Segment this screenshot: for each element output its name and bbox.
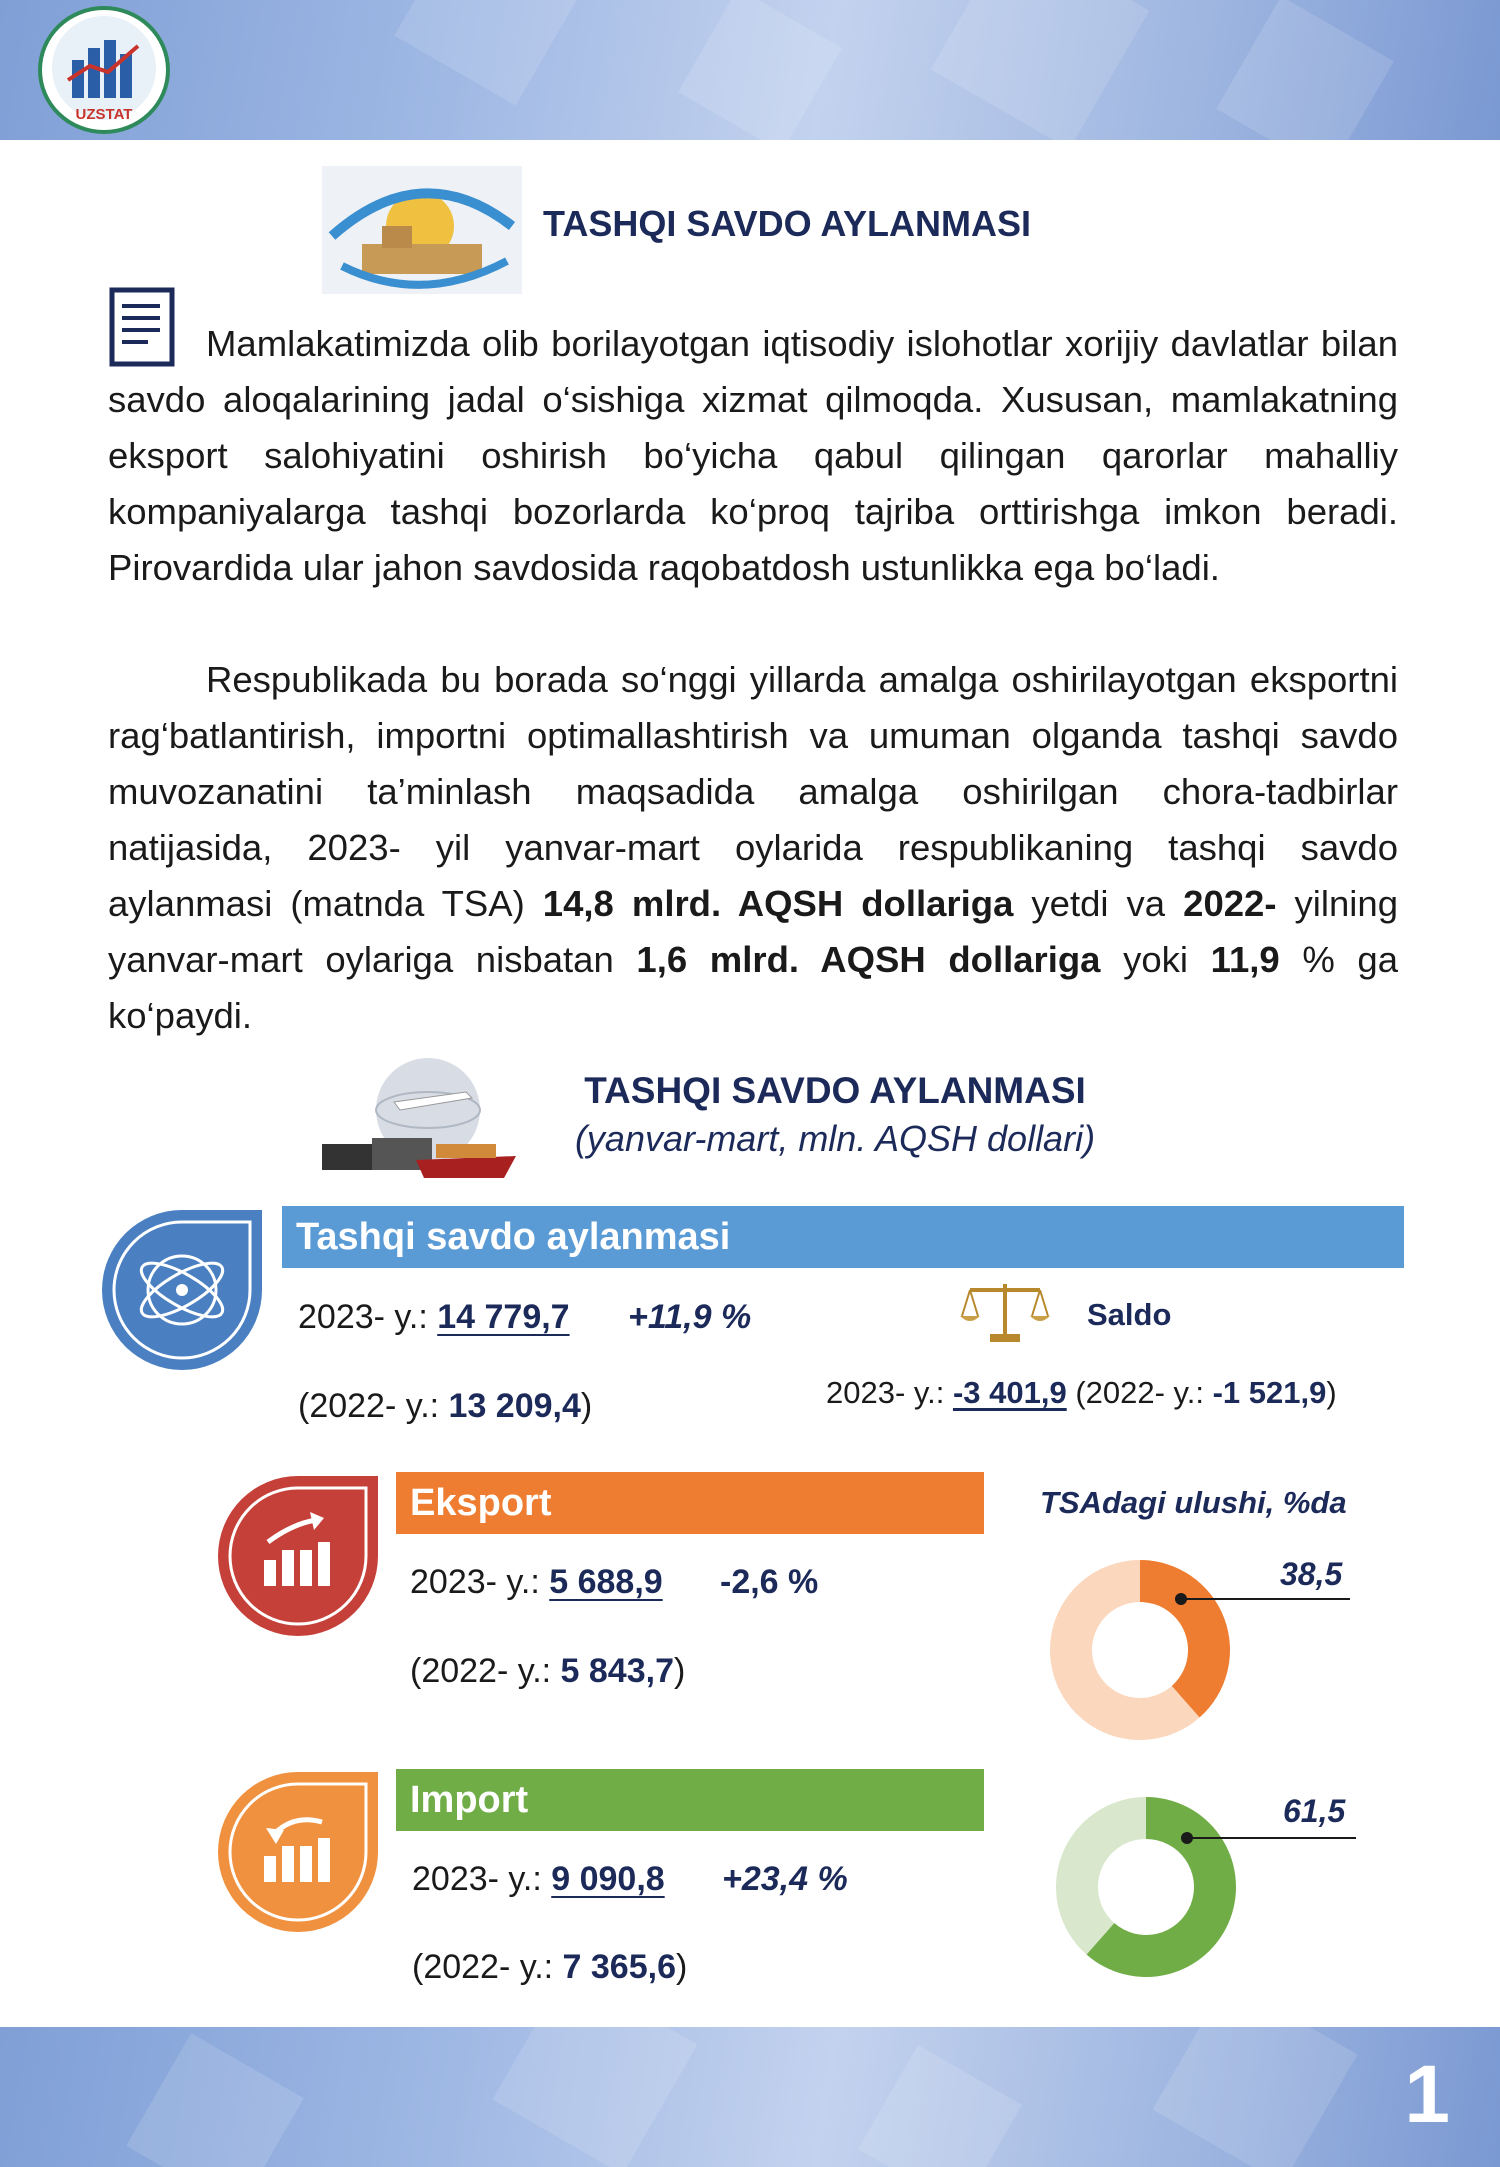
header-band — [0, 0, 1500, 140]
globe-network-icon — [96, 1204, 268, 1370]
scales-icon — [958, 1276, 1052, 1346]
export-donut-slices — [1050, 1560, 1230, 1740]
decline-chart-icon — [212, 1766, 384, 1932]
import-2022-value: (2022- y.: 7 365,6) — [412, 1948, 688, 1986]
share-title: TSAdagi ulushi, %da — [1040, 1485, 1347, 1520]
tsa-change: +11,9 % — [628, 1298, 752, 1336]
import-rest-slice — [1056, 1797, 1146, 1955]
saldo-values: 2023- y.: -3 401,9 (2022- y.: -1 521,9) — [826, 1375, 1337, 1410]
export-share-value: 38,5 — [1280, 1556, 1343, 1592]
export-change: -2,6 % — [720, 1563, 819, 1601]
saldo-label: Saldo — [1087, 1297, 1172, 1332]
tsa-2022-value: (2022- y.: 13 209,4) — [298, 1387, 593, 1425]
footer-band — [0, 2027, 1500, 2167]
export-header-bar: Eksport — [396, 1472, 984, 1534]
import-donut-slices — [1056, 1797, 1236, 1977]
infographic-title: TASHQI SAVDO AYLANMASI — [584, 1070, 1086, 1111]
tsa-header-bar: Tashqi savdo aylanmasi — [282, 1206, 1404, 1268]
import-2023-value: 2023- y.: 9 090,8 — [412, 1860, 665, 1898]
trade-illustration-icon — [322, 166, 522, 294]
export-2022-value: (2022- y.: 5 843,7) — [410, 1652, 686, 1690]
export-2023-value: 2023- y.: 5 688,9 — [410, 1563, 663, 1601]
logo — [38, 6, 170, 134]
logo-text: UZSTAT — [75, 106, 133, 123]
page-number: 1 — [1404, 2049, 1450, 2140]
growth-chart-icon — [212, 1470, 384, 1636]
import-header-bar: Import — [396, 1769, 984, 1831]
summary-paragraph: Respublikada bu borada so‘nggi yillarda amalga oshirilayotgan eksportni rag‘batlantirish, importni optimallashtirish va umuman olganda tashqi savdo muvozanatini ta’minlash maqsadida amalga oshirilgan chora-tadbirlar natijasida, 2023- yil yanvar-mart oylarida respublikaning tashqi savdo aylanmasi (matnda TSA) 14,8 mlrd. AQSH dollariga yetdi va 2022- yilning yanvar-mart oylariga nisbatan 1,6 mlrd. AQSH dollariga yoki 11,9 % ga ko‘paydi. — [108, 659, 1399, 1036]
tsa-2023-value: 2023- y.: 14 779,7 — [298, 1298, 570, 1336]
infographic-subtitle: (yanvar-mart, mln. AQSH dollari) — [574, 1118, 1096, 1159]
export-share-slice — [1140, 1560, 1230, 1718]
import-share-value: 61,5 — [1283, 1793, 1346, 1829]
page-title: TASHQI SAVDO AYLANMASI — [543, 203, 1032, 244]
import-change: +23,4 % — [722, 1860, 848, 1898]
intro-paragraph: Mamlakatimizda olib borilayotgan iqtisodiy islohotlar xorijiy davlatlar bilan savdo aloqalarining jadal o‘sishiga xizmat qilmoqda. Xususan, mamlakatning eksport salohiyatini oshirish bo‘yicha qabul qilingan qarorlar mahalliy kompaniyalarga tashqi bozorlarda ko‘proq tajriba orttirishga imkon beradi. Pirovardida ular jahon savdosida raqobatdosh ustunlikka ega bo‘ladi. — [108, 323, 1398, 588]
